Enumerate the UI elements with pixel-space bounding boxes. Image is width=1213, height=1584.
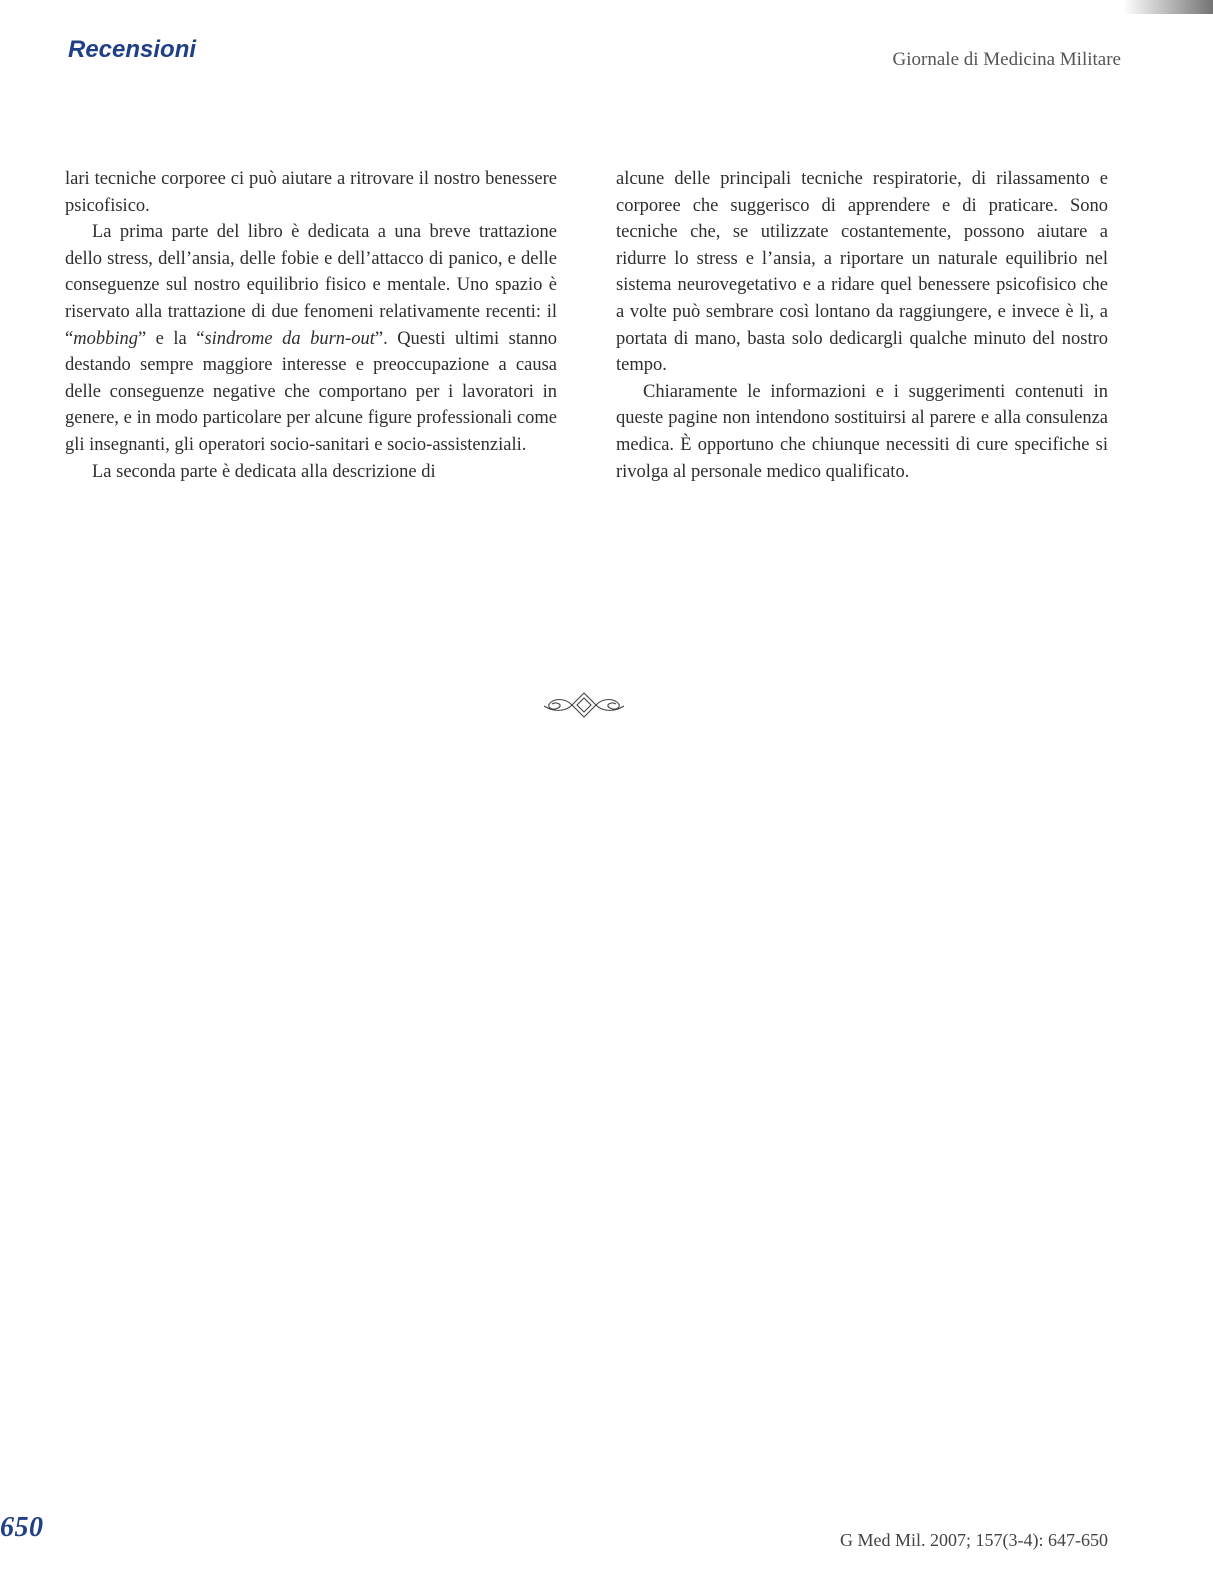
- left-paragraph-2-text-b: ” e la “: [137, 328, 205, 349]
- page-number: 650: [0, 1512, 44, 1543]
- decorative-flourish-icon: [540, 690, 628, 720]
- left-paragraph-2-text-c: ”. Questi ultimi stanno destando sempre maggiore interesse e preoccupazione a causa delle conseguenze negative che comportano per i lavoratori in genere, e in modo particolare per alcune figure professionali come gli insegnanti, gli operatori socio-sanitari e socio-assistenziali.: [65, 328, 557, 455]
- right-column: [616, 166, 1108, 485]
- left-paragraph-1: lari tecniche corporee ci può aiutare a ritrovare il nostro benessere psicofisico.: [65, 169, 557, 216]
- left-paragraph-3: La seconda parte è dedicata alla descrizione di: [92, 461, 436, 482]
- term-mobbing: mobbing: [73, 328, 138, 349]
- journal-name: Giornale di Medicina Militare: [892, 49, 1121, 70]
- page-corner-shadow: [1123, 0, 1213, 14]
- right-paragraph-2: Chiaramente le informazioni e i suggerimenti contenuti in queste pagine non intendono sostituirsi al parere e alla consulenza medica. È opportuno che chiunque necessiti di cure specifiche si rivolga al personale medico qualificato.: [616, 381, 1108, 482]
- citation: G Med Mil. 2007; 157(3-4): 647-650: [840, 1530, 1108, 1550]
- term-burnout: sindrome da burn-out: [204, 328, 375, 349]
- section-title: Recensioni: [68, 36, 197, 63]
- right-paragraph-1: alcune delle principali tecniche respiratorie, di rilassamento e corporee che suggerisco di apprendere e di praticare. Sono tecniche che, se utilizzate costantemente, possono aiutare a ridurre lo stress e l’ansia, a riportare un naturale equilibrio nel sistema neurovegetativo e a ridare quel benessere psicofisico che a volte può sembrare così lontano da raggiungere, e invece è lì, a portata di mano, basta solo dedicargli qualche minuto del nostro tempo.: [616, 169, 1108, 376]
- left-paragraph-2: [65, 219, 557, 458]
- left-paragraph-2-text-a: La prima parte del libro è dedicata a una breve trattazione dello stress, dell’ansia, delle fobie e dell’attacco di panico, e delle conseguenze sul nostro equilibrio fisico e mentale. Uno spazio è riservato alla trattazione di due fenomeni relativamente recenti: il “: [65, 222, 557, 349]
- left-column: [65, 166, 557, 485]
